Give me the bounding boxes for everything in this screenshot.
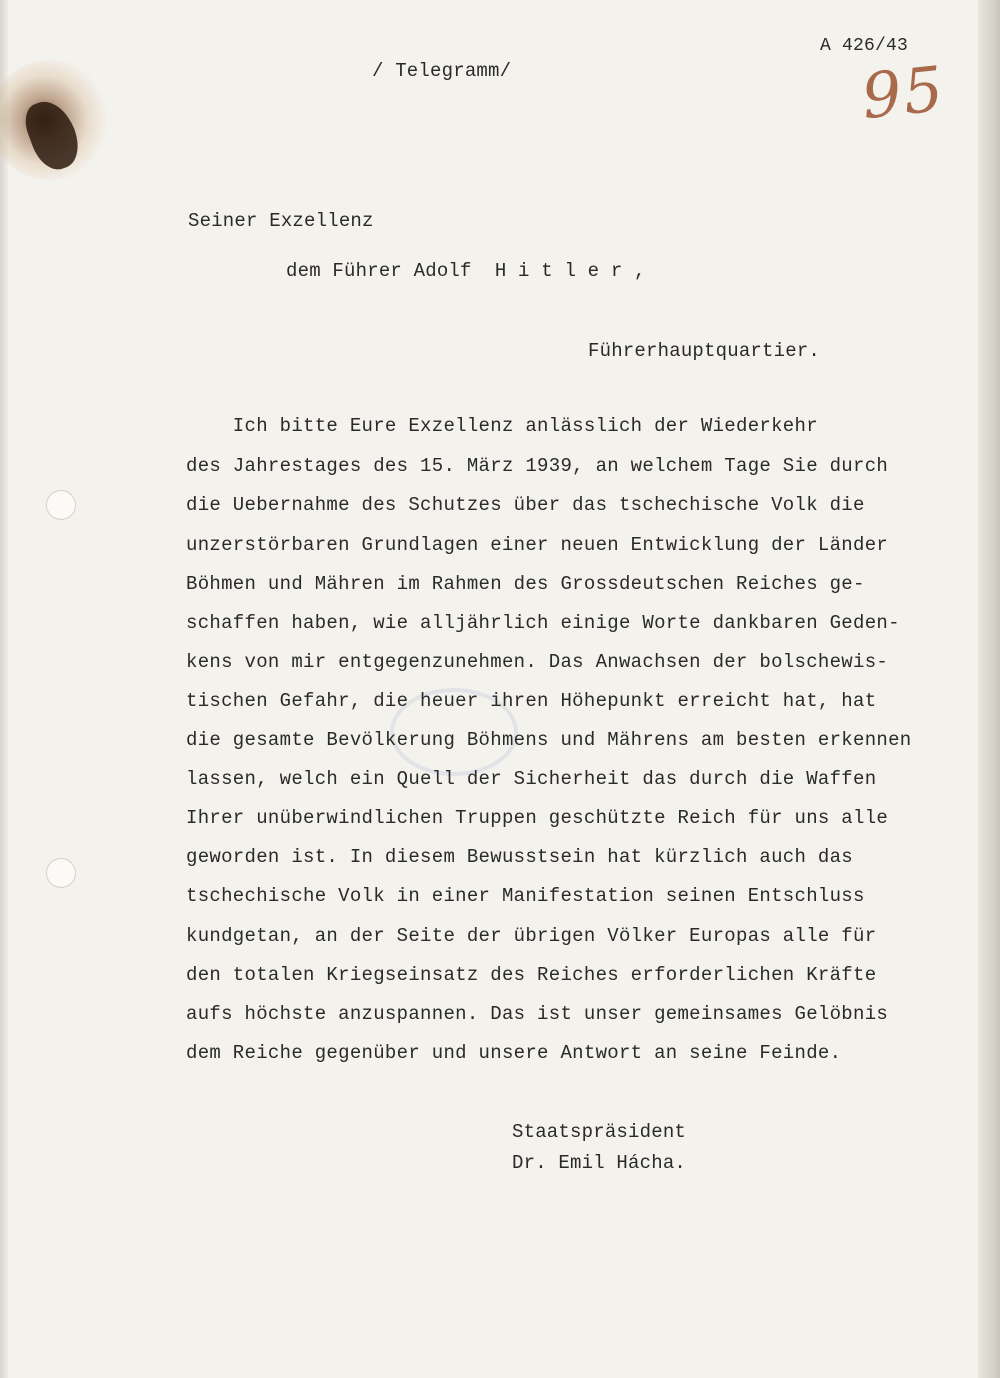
body-line: aufs höchste anzuspannen. Das ist unser gemeinsames Gelöbnis — [186, 1003, 889, 1025]
body-line: tschechische Volk in einer Manifestation seinen Entschluss — [186, 885, 865, 907]
body-line: die Uebernahme des Schutzes über das tschechische Volk die — [186, 494, 865, 516]
body-line: dem Reiche gegenüber und unsere Antwort an seine Feinde. — [186, 1042, 842, 1064]
body-line: die gesamte Bevölkerung Böhmens und Mährens am besten erkennen — [186, 729, 912, 751]
signature-title: Staatspräsident — [512, 1121, 687, 1143]
paper-left-edge — [0, 0, 8, 1378]
location: Führerhauptquartier. — [588, 340, 821, 362]
body-line: lassen, welch ein Quell der Sicherheit das durch die Waffen — [186, 768, 877, 790]
body-line: kundgetan, an der Seite der übrigen Völker Europas alle für — [186, 925, 877, 947]
body-line: tischen Gefahr, die heuer ihren Höhepunkt erreicht hat, hat — [186, 690, 877, 712]
signature-name: Dr. Emil Hácha. — [512, 1152, 687, 1174]
body-line: kens von mir entgegenzunehmen. Das Anwachsen der bolschewis- — [186, 651, 889, 673]
punch-hole-bottom — [46, 858, 76, 888]
handwritten-page-number: 95 — [858, 51, 949, 134]
punch-hole-top — [46, 490, 76, 520]
body-line: des Jahrestages des 15. März 1939, an welchem Tage Sie durch — [186, 455, 889, 477]
recipient: dem Führer Adolf H i t l e r , — [286, 260, 646, 282]
body-line: den totalen Kriegseinsatz des Reiches erforderlichen Kräfte — [186, 964, 877, 986]
body-line: unzerstörbaren Grundlagen einer neuen Entwicklung der Länder — [186, 534, 889, 556]
body-line: geworden ist. In diesem Bewusstsein hat kürzlich auch das — [186, 846, 854, 868]
body-line: Ich bitte Eure Exzellenz anlässlich der Wiederkehr — [186, 415, 818, 437]
document-type: / Telegramm/ — [372, 60, 512, 82]
salutation: Seiner Exzellenz — [188, 210, 374, 232]
body-line: Ihrer unüberwindlichen Truppen geschützte Reich für uns alle — [186, 807, 889, 829]
archive-number: A 426/43 — [820, 36, 909, 56]
body-line: Böhmen und Mähren im Rahmen des Grossdeutschen Reiches ge- — [186, 573, 865, 595]
body-line: schaffen haben, wie alljährlich einige Worte dankbaren Geden- — [186, 612, 900, 634]
paper-right-edge — [978, 0, 1000, 1378]
